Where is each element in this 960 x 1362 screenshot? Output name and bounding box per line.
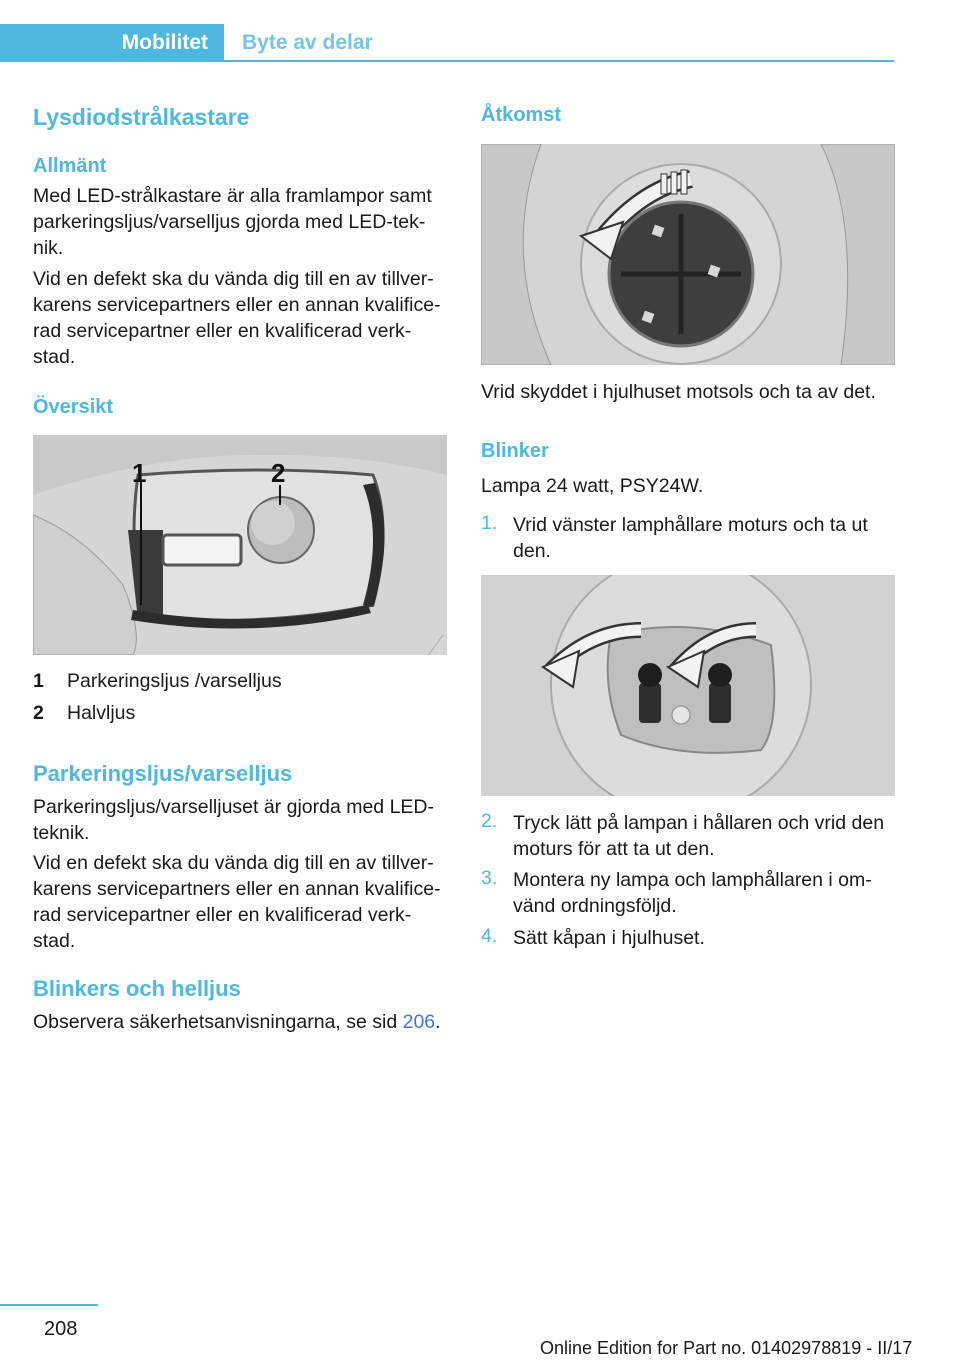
header-divider bbox=[0, 60, 894, 62]
page-number: 208 bbox=[44, 1318, 78, 1340]
general-paragraph-2: Vid en defekt ska du vända dig till en av tillver-karens servicepartners eller en annan kvalifice-rad servicepartner eller en kvalificerad verk-stad. bbox=[33, 268, 441, 368]
legend-num-2: 2 bbox=[33, 702, 44, 724]
blinkers-text: Observera säkerhetsanvisningarna, se sid bbox=[33, 1011, 403, 1033]
section-tab-mobilitet[interactable]: Mobilitet bbox=[0, 24, 224, 61]
blinkers-text-end: . bbox=[435, 1011, 441, 1033]
legend-text-2: Halvljus bbox=[67, 702, 136, 724]
edition-info: Online Edition for Part no. 01402978819 - II/17 bbox=[540, 1338, 913, 1358]
figure-callout-1: 1 bbox=[132, 458, 147, 488]
step-text-2: Tryck lätt på lampan i hållaren och vrid den moturs för att ta ut den. bbox=[513, 812, 885, 860]
blinkers-heading: Blinkers och helljus bbox=[33, 976, 241, 1001]
legend-num-1: 1 bbox=[33, 670, 44, 692]
parking-paragraph-2: Vid en defekt ska du vända dig till en av tillver-karens servicepartners eller en annan kvalifice-rad servicepartner eller en kvalificerad verk-stad. bbox=[33, 852, 441, 952]
footer-divider bbox=[0, 1304, 98, 1306]
page-link-206[interactable]: 206 bbox=[402, 1011, 436, 1033]
step-number-2: 2. bbox=[481, 810, 498, 832]
general-heading: Allmänt bbox=[33, 155, 107, 177]
overview-heading: Översikt bbox=[33, 396, 114, 418]
wheel-arch-cover-image bbox=[481, 144, 895, 365]
access-caption: Vrid skyddet i hjulhuset motsols och ta av det. bbox=[481, 381, 876, 403]
headlight-overview-image bbox=[33, 435, 447, 655]
lamp-holder-image bbox=[481, 575, 895, 796]
step-text-3: Montera ny lampa och lamphållaren i om-vänd ordningsföljd. bbox=[513, 869, 872, 917]
blinker-heading: Blinker bbox=[481, 440, 549, 462]
step-number-3: 3. bbox=[481, 867, 498, 889]
blinkers-paragraph bbox=[33, 1009, 463, 1035]
step-number-4: 4. bbox=[481, 925, 498, 947]
parking-light-heading: Parkeringsljus/varselljus bbox=[33, 761, 293, 786]
parking-paragraph-1: Parkeringsljus/varselljuset är gjorda med LED-teknik. bbox=[33, 796, 434, 844]
general-paragraph-1: Med LED-strålkastare är alla framlampor samt parkeringsljus/varselljus gjorda med LED-tek-nik. bbox=[33, 185, 432, 259]
step-number-1: 1. bbox=[481, 512, 498, 534]
section-tab-byte-av-delar[interactable]: Byte av delar bbox=[242, 30, 373, 54]
legend-text-1: Parkeringsljus /varselljus bbox=[67, 670, 282, 692]
figure-callout-2: 2 bbox=[271, 458, 286, 488]
step-text-1: Vrid vänster lamphållare moturs och ta ut den. bbox=[513, 514, 868, 562]
page-title: Lysdiodstrålkastare bbox=[33, 104, 250, 130]
blinker-lamp-spec: Lampa 24 watt, PSY24W. bbox=[481, 475, 704, 497]
step-text-4: Sätt kåpan i hjulhuset. bbox=[513, 927, 705, 949]
access-heading: Åtkomst bbox=[481, 104, 562, 126]
